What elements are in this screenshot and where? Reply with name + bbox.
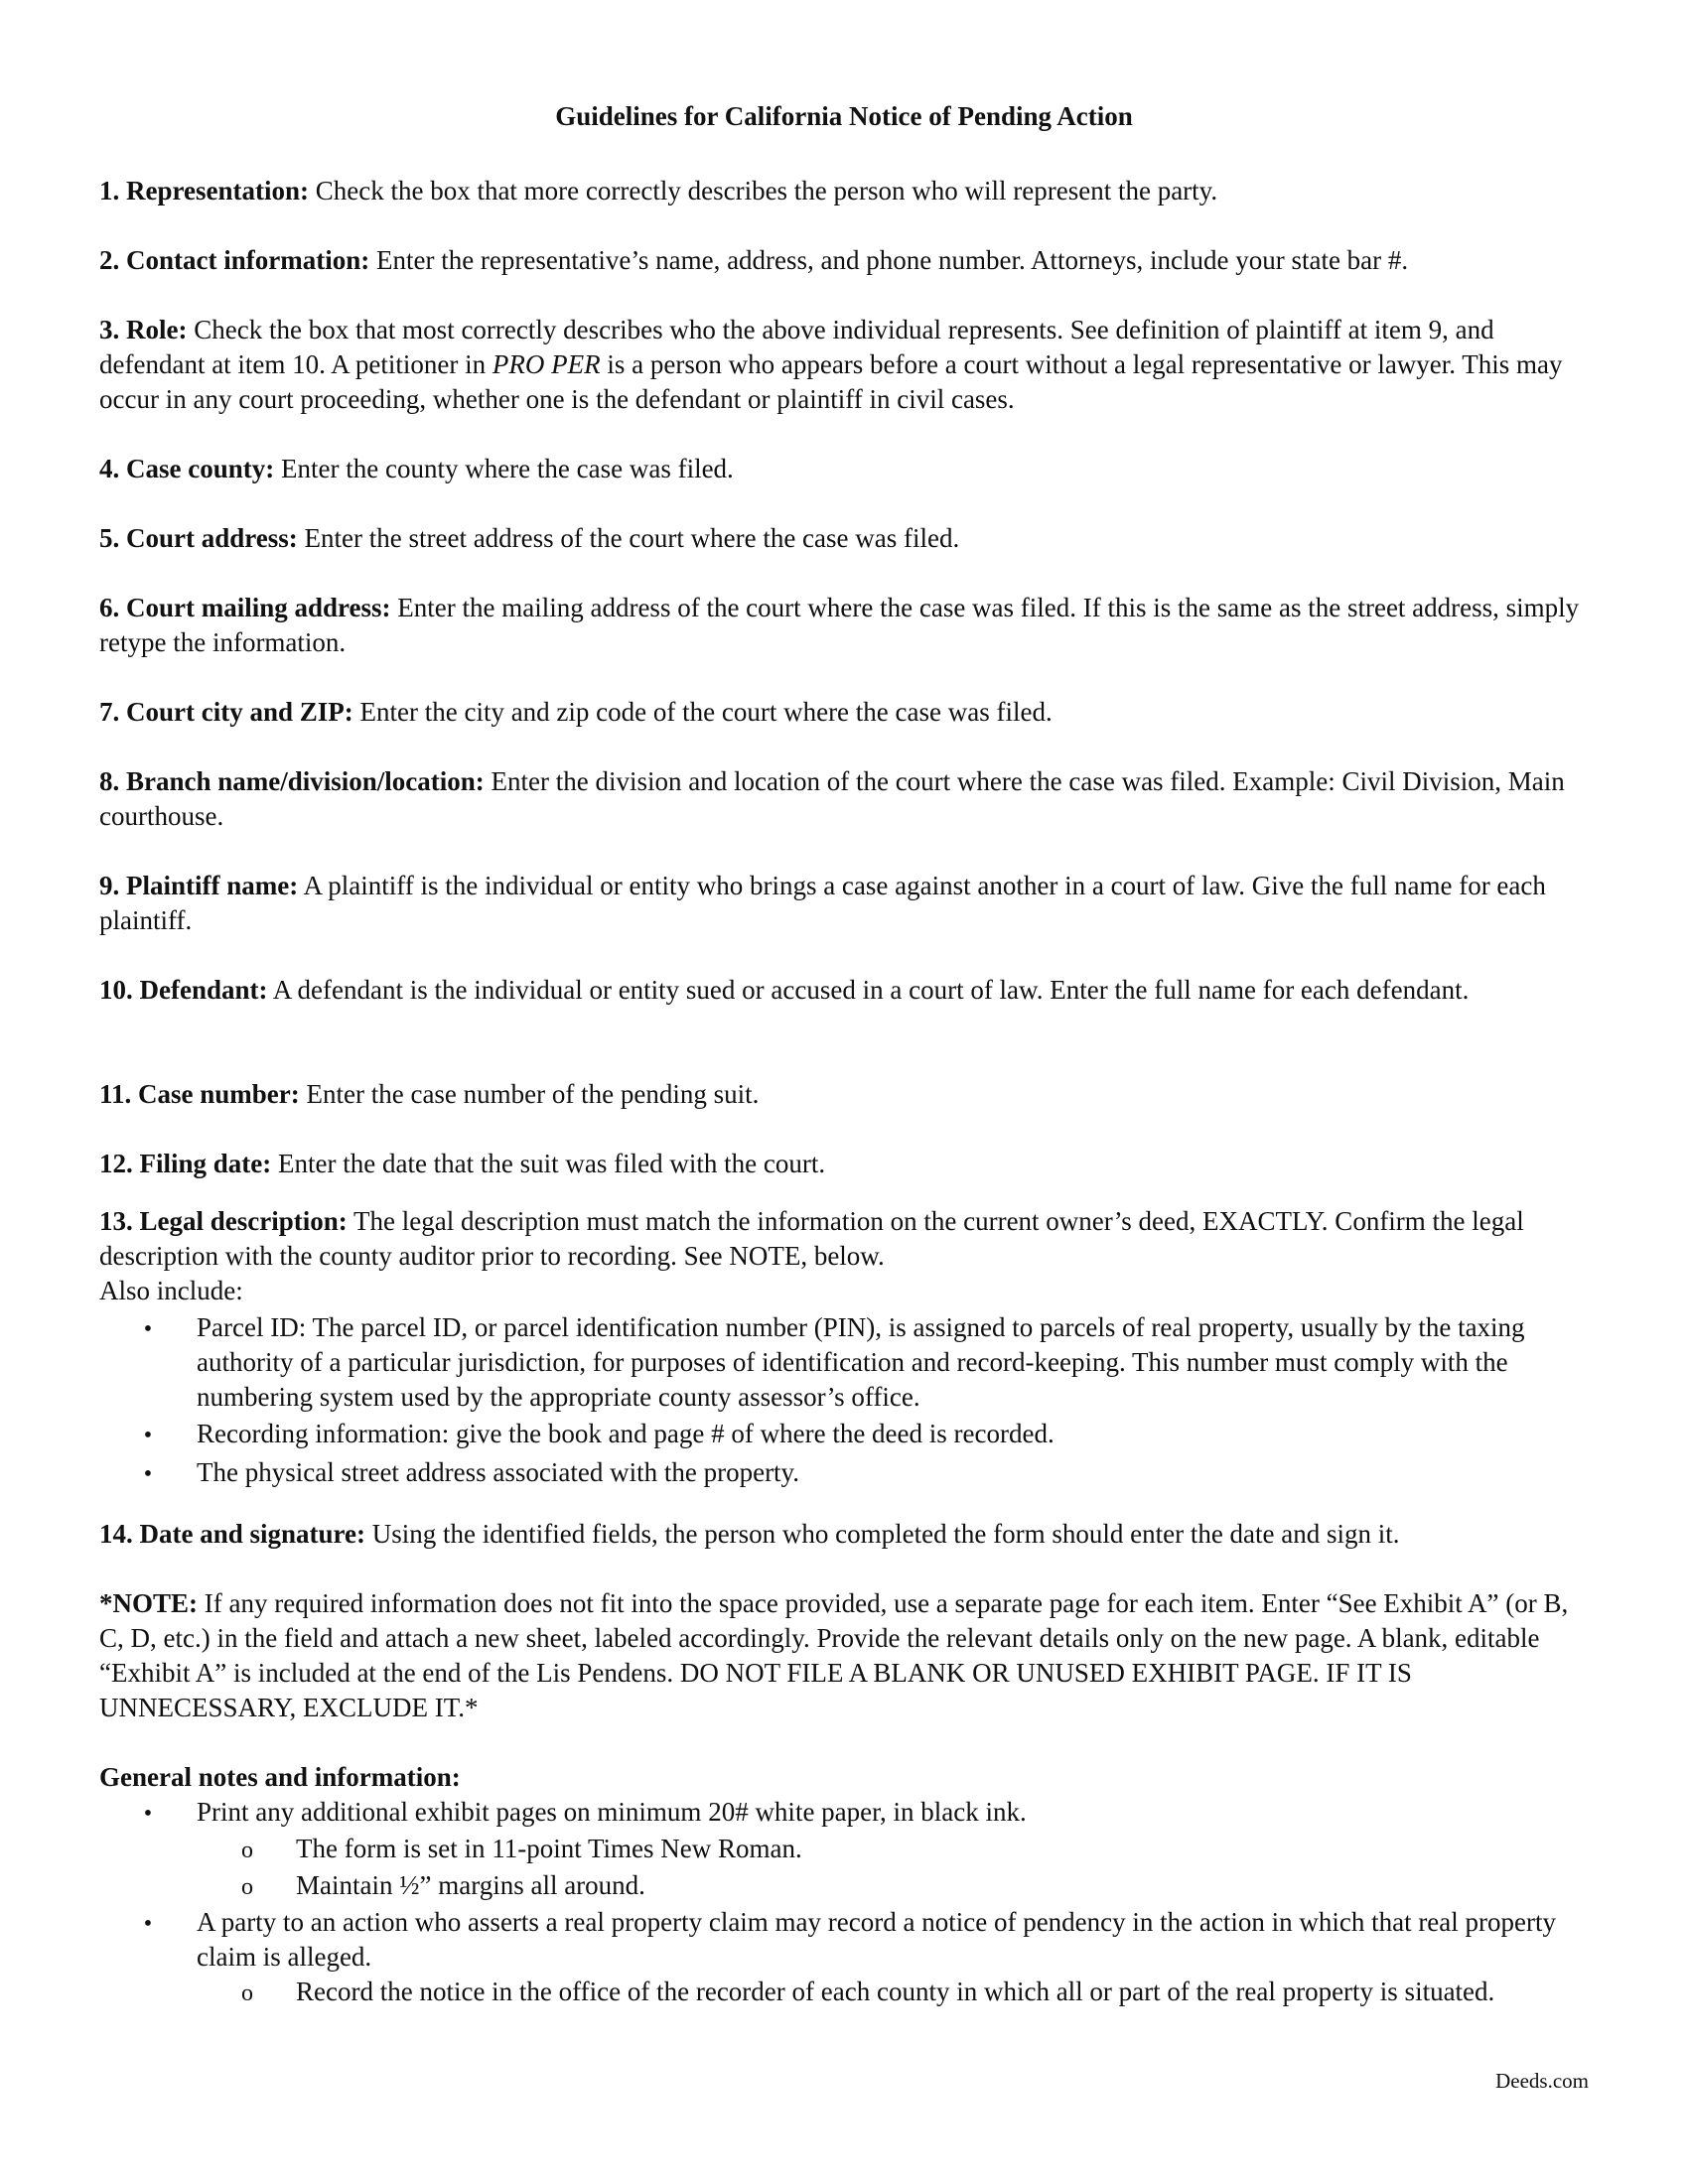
item-1 [99, 174, 1599, 208]
item-label: 6. Court mailing address: [99, 593, 391, 622]
item-text: Check the box that most correctly describes who the above individual represents. See definition of plaintiff at item 9, and defendant at item 10. A petitioner in [99, 315, 1494, 379]
list-item-text: Recording information: give the book and page # of where the deed is recorded. [197, 1419, 1055, 1448]
list-item-text: A party to an action who asserts a real property claim may record a notice of pendency in the action in which that real property claim is alleged. [197, 1907, 1556, 1972]
bullet-icon [99, 1310, 197, 1347]
item-label: 14. Date and signature: [99, 1519, 366, 1549]
note-paragraph [99, 1586, 1599, 1725]
item-5 [99, 521, 1599, 556]
list-item [99, 1310, 1599, 1415]
item-8 [99, 764, 1599, 834]
item-label: 8. Branch name/division/location: [99, 766, 485, 796]
item-13-text [99, 1204, 1599, 1274]
item-text: Enter the representative’s name, address, and phone number. Attorneys, include your state bar #. [369, 245, 1409, 275]
item-label: 9. Plaintiff name: [99, 871, 299, 900]
circle-bullet-icon [199, 1975, 296, 2011]
item-label: 3. Role: [99, 315, 188, 344]
list-item [99, 1795, 1599, 1832]
item-text: Enter the mailing address of the court where the case was filed. If this is the same as the street address, simply retype the information. [99, 593, 1580, 657]
note-text: If any required information does not fit into the space provided, use a separate page for each item. Enter “See Exhibit A” (or B, C, D, etc.) in the field and attach a new sheet, labeled accordingly. Provide the relevant details only on the new page. A blank, editable “Exhibit A” is included at the end of the Lis Pendens. DO NOT FILE A BLANK OR UNUSED EXHIBIT PAGE. IF IT IS UNNECESSARY, EXCLUDE IT.* [99, 1588, 1569, 1722]
item-label: 13. Legal description: [99, 1206, 348, 1236]
item-italic: PRO PER [492, 349, 601, 379]
item-13 [99, 1204, 1599, 1492]
item-text: Enter the county where the case was filed. [274, 454, 734, 483]
general-notes-heading: General notes and information: [99, 1762, 461, 1792]
sub-list-item [99, 1832, 1599, 1868]
bullet-icon [99, 1795, 197, 1832]
item-text: Enter the street address of the court where the case was filed. [297, 523, 960, 553]
bullet-icon [99, 1905, 197, 1942]
item-label: 1. Representation: [99, 176, 309, 205]
item-2 [99, 243, 1599, 278]
item-text: is a person who appears before a court without a legal representative or lawyer. This may occur in any court proceeding, whether one is the defendant or plaintiff in civil cases. [99, 349, 1563, 414]
item-12 [99, 1147, 1599, 1181]
sub-list-item [99, 1868, 1599, 1905]
item-label: 7. Court city and ZIP: [99, 697, 353, 727]
item-label: 4. Case county: [99, 454, 275, 483]
general-notes [99, 1760, 1599, 2011]
item-text: Enter the division and location of the court where the case was filed. Example: Civil Division, Main courthouse. [99, 766, 1565, 831]
list-item-text: The physical street address associated with the property. [197, 1457, 800, 1487]
item-14 [99, 1517, 1599, 1552]
item-label: 2. Contact information: [99, 245, 370, 275]
item-label: 10. Defendant: [99, 975, 268, 1005]
sub-list-item-text: Maintain ½” margins all around. [296, 1870, 645, 1900]
note-label: *NOTE: [99, 1588, 199, 1618]
bullet-icon [99, 1455, 197, 1492]
list-item [99, 1905, 1599, 1975]
list-item [99, 1455, 1599, 1492]
circle-bullet-icon [199, 1868, 296, 1905]
item-6 [99, 591, 1599, 660]
circle-bullet-icon [199, 1832, 296, 1868]
sub-list-item-text: The form is set in 11-point Times New Roman. [296, 1834, 802, 1863]
item-text: Enter the date that the suit was filed with the court. [271, 1149, 826, 1178]
item-text: Check the box that more correctly describes the person who will represent the party. [308, 176, 1218, 205]
item-11 [99, 1077, 1599, 1112]
item-text: A defendant is the individual or entity sued or accused in a court of law. Enter the full name for each defendant. [267, 975, 1470, 1005]
also-include-label: Also include: [99, 1276, 243, 1305]
item-10 [99, 973, 1599, 1008]
bullet-icon [99, 1417, 197, 1453]
item-label: 11. Case number: [99, 1079, 300, 1109]
item-7 [99, 695, 1599, 730]
sub-list-item [99, 1975, 1599, 2011]
item-4 [99, 452, 1599, 486]
item-9 [99, 869, 1599, 938]
list-item-text: Print any additional exhibit pages on minimum 20# white paper, in black ink. [197, 1797, 1027, 1827]
item-label: 5. Court address: [99, 523, 298, 553]
item-3 [99, 313, 1599, 417]
item-text: Enter the case number of the pending suit. [299, 1079, 760, 1109]
item-text: Enter the city and zip code of the court where the case was filed. [352, 697, 1053, 727]
footer-brand: Deeds.com [1495, 2069, 1589, 2093]
sub-list-item-text: Record the notice in the office of the recorder of each county in which all or part of the real property is situated. [296, 1977, 1495, 2006]
page-title: Guidelines for California Notice of Pending Action [555, 101, 1133, 131]
list-item-text: Parcel ID: The parcel ID, or parcel identification number (PIN), is assigned to parcels of real property, usually by the taxing authority of a particular jurisdiction, for purposes of identification and record-keeping. This number must comply with the numbering system used by the appropriate county assessor’s office. [197, 1312, 1525, 1412]
item-text: A plaintiff is the individual or entity who brings a case against another in a court of law. Give the full name for each plaintiff. [99, 871, 1546, 935]
item-text: Using the identified fields, the person who completed the form should enter the date and sign it. [365, 1519, 1400, 1549]
item-label: 12. Filing date: [99, 1149, 272, 1178]
list-item [99, 1417, 1599, 1453]
item-text: The legal description must match the information on the current owner’s deed, EXACTLY. Confirm the legal description with the county auditor prior to recording. See NOTE, below. [99, 1206, 1524, 1271]
